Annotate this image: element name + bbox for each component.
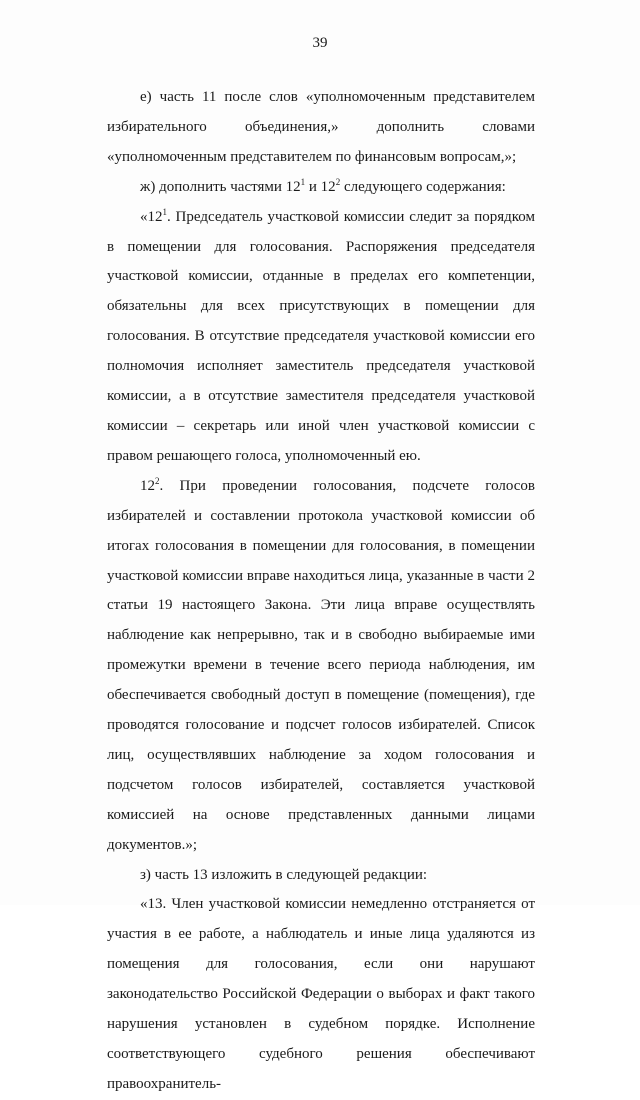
paragraph-text: «13. Член участковой комиссии немедленно отстраняется от участия в ее работе, а наблюдатель и иные лица удаляются из помещения для голосования, если они нарушают законодательство Российской Федерации о выборах и факт такого нарушения установлен в судебном порядке. Исполнение соответствующего судебного решения обеспечивают правоохранитель-: [107, 896, 535, 1092]
paragraph-text: 12: [140, 477, 155, 494]
paragraph-text: . При проведении голосования, подсчете голосов избирателей и составлении протокола участковой комиссии об итогах голосования в помещении для голосования, в помещении участковой комиссии вправе находиться лица, указанные в части 2 статьи 19 настоящего Закона. Эти лица вправе осуществлять наблюдение как непрерывно, так и в свободно выбираемые ими промежутки времени в течение всего периода наблюдения, им обеспечивается свободный доступ в помещение (помещения), где проводятся голосование и подсчет голосов избирателей. Список лиц, осуществлявших наблюдение за ходом голосования и подсчетом голосов избирателей, составляется участковой комиссией на основе представленных данными лицами документов.»;: [107, 477, 535, 853]
paragraph-text: ж) дополнить частями 12: [140, 178, 301, 195]
paragraph-text: з) часть 13 изложить в следующей редакции:: [140, 866, 428, 883]
superscript: 1: [162, 206, 167, 217]
document-body: [107, 83, 535, 1100]
paragraph-13: [107, 890, 535, 1099]
paragraph-text: следующего содержания:: [340, 178, 506, 195]
superscript: 2: [155, 475, 160, 486]
superscript: 2: [335, 176, 341, 187]
paragraph-text: «12: [140, 208, 163, 225]
superscript: 1: [300, 176, 306, 187]
paragraph-text: . Председатель участковой комиссии следит за порядком в помещении для голосования. Распоряжения председателя участковой комиссии, отданные в пределах его компетенции, обязательны для всех присутствующих в помещении для голосования. В отсутствие председателя участковой комиссии его полномочия исполняет заместитель председателя участковой комиссии, а в отсутствие заместителя председателя участковой комиссии – секретарь или иной член участковой комиссии с правом решающего голоса, уполномоченный ею.: [107, 208, 535, 464]
page-number: 39: [312, 35, 328, 51]
paragraph-z: [107, 861, 535, 891]
paragraph-12-2: [107, 472, 535, 861]
paragraph-e: [107, 83, 535, 173]
paragraph-text: е) часть 11 после слов «уполномоченным представителем избирательного объединения,» дополнить словами «уполномоченным представителем по финансовым вопросам,»;: [107, 89, 535, 165]
paragraph-text: и 12: [305, 178, 336, 195]
paragraph-12-1: [107, 203, 535, 472]
paragraph-zh: [107, 173, 535, 203]
